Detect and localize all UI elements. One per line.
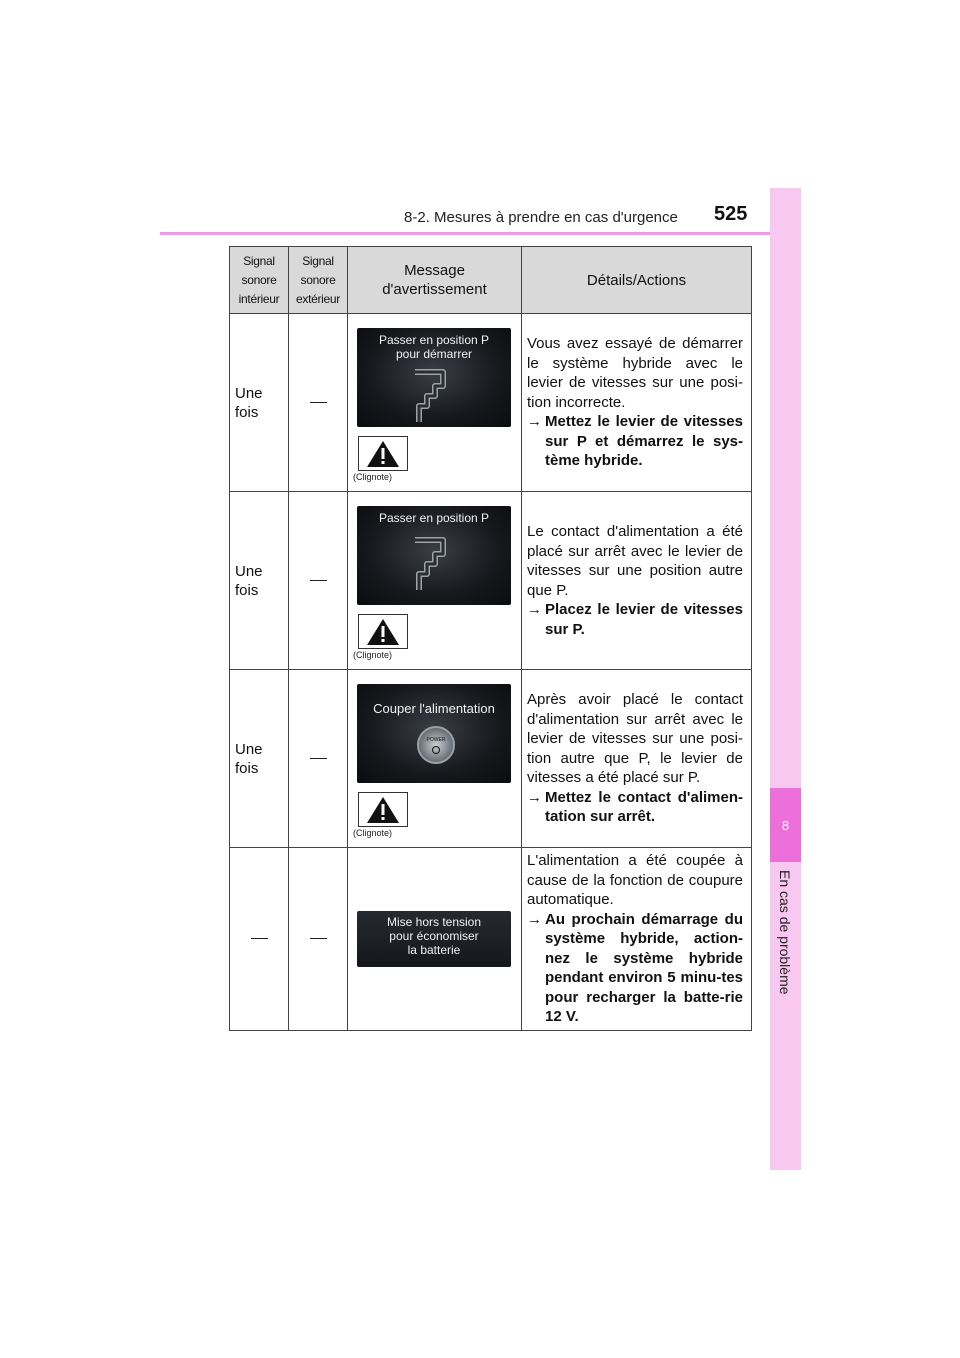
display-screen: Mise hors tension pour économiser la batterie	[357, 911, 511, 967]
arrow-icon: →	[527, 788, 542, 806]
details-cell: L'alimentation a été coupée à cause de la fonction de coupure automatique. → Au prochain démarrage du système hybride, action-nez le système hybride pendant environ 5 minu-tes pour recharger la batte-rie 12 V.	[522, 848, 752, 1031]
table-header-row	[230, 247, 752, 314]
dash-icon	[310, 938, 327, 939]
warning-triangle-icon	[366, 440, 400, 468]
dash-icon	[251, 938, 268, 939]
warning-message-cell	[348, 314, 522, 492]
display-screen: Passer en position P pour démarrer	[357, 328, 511, 427]
arrow-icon: →	[527, 601, 542, 618]
flashing-label: (Clignote)	[353, 650, 393, 660]
interior-buzzer-cell: Une fois	[230, 492, 289, 670]
interior-buzzer-cell: Une fois	[230, 670, 289, 848]
chapter-number: 8	[770, 788, 801, 862]
power-button-icon: POWER	[417, 726, 455, 764]
table-row	[230, 848, 752, 1031]
dash-icon	[310, 580, 327, 581]
arrow-icon: →	[527, 910, 542, 928]
header-rule	[160, 232, 800, 235]
warning-message-cell	[348, 670, 522, 848]
warning-message-cell	[348, 492, 522, 670]
warning-light	[358, 792, 408, 827]
interior-buzzer-cell	[230, 848, 289, 1031]
chapter-side-tab	[770, 188, 801, 1170]
header-exterior-buzzer: Signal sonore extérieur	[289, 247, 348, 314]
interior-buzzer-cell: Une fois	[230, 314, 289, 492]
flashing-label: (Clignote)	[353, 828, 393, 838]
exterior-buzzer-cell	[289, 670, 348, 848]
flashing-label: (Clignote)	[353, 472, 393, 482]
section-title: 8-2. Mesures à prendre en cas d'urgence	[404, 209, 678, 226]
shift-gate-icon	[409, 536, 453, 594]
table-row	[230, 492, 752, 670]
chapter-label: En cas de problème	[777, 870, 793, 995]
warning-triangle-icon	[366, 618, 400, 646]
exterior-buzzer-cell	[289, 492, 348, 670]
header-warning-message: Message d'avertissement	[348, 247, 522, 314]
table-row	[230, 314, 752, 492]
warning-triangle-icon	[366, 796, 400, 824]
display-screen: Couper l'alimentation POWER	[357, 684, 511, 783]
table-row	[230, 670, 752, 848]
arrow-icon: →	[527, 413, 542, 430]
header-interior-buzzer: Signal sonore intérieur	[230, 247, 289, 314]
warning-message-cell	[348, 848, 522, 1031]
warning-light	[358, 614, 408, 649]
details-cell: Après avoir placé le contact d'alimentation sur arrêt avec le levier de vitesses sur une posi-tion autre que P, le levier de vitesses a été placé sur P. → Mettez le contact d'alimen-tation sur arrêt.	[522, 670, 752, 848]
dash-icon	[310, 402, 327, 403]
shift-gate-icon	[409, 368, 453, 426]
display-screen: Passer en position P	[357, 506, 511, 605]
details-cell: Vous avez essayé de démarrer le système hybride avec le levier de vitesses sur une posi-tion incorrecte. → Mettez le levier de vitesses sur P et démarrez le sys-tème hybride.	[522, 314, 752, 492]
exterior-buzzer-cell	[289, 848, 348, 1031]
exterior-buzzer-cell	[289, 314, 348, 492]
details-cell: Le contact d'alimentation a été placé sur arrêt avec le levier de vitesses sur une position autre que P. → Placez le levier de vitesses sur P.	[522, 492, 752, 670]
warning-table	[229, 246, 752, 1031]
page-number: 525	[714, 203, 748, 225]
header-details-actions: Détails/Actions	[522, 247, 752, 314]
dash-icon	[310, 758, 327, 759]
warning-light	[358, 436, 408, 471]
